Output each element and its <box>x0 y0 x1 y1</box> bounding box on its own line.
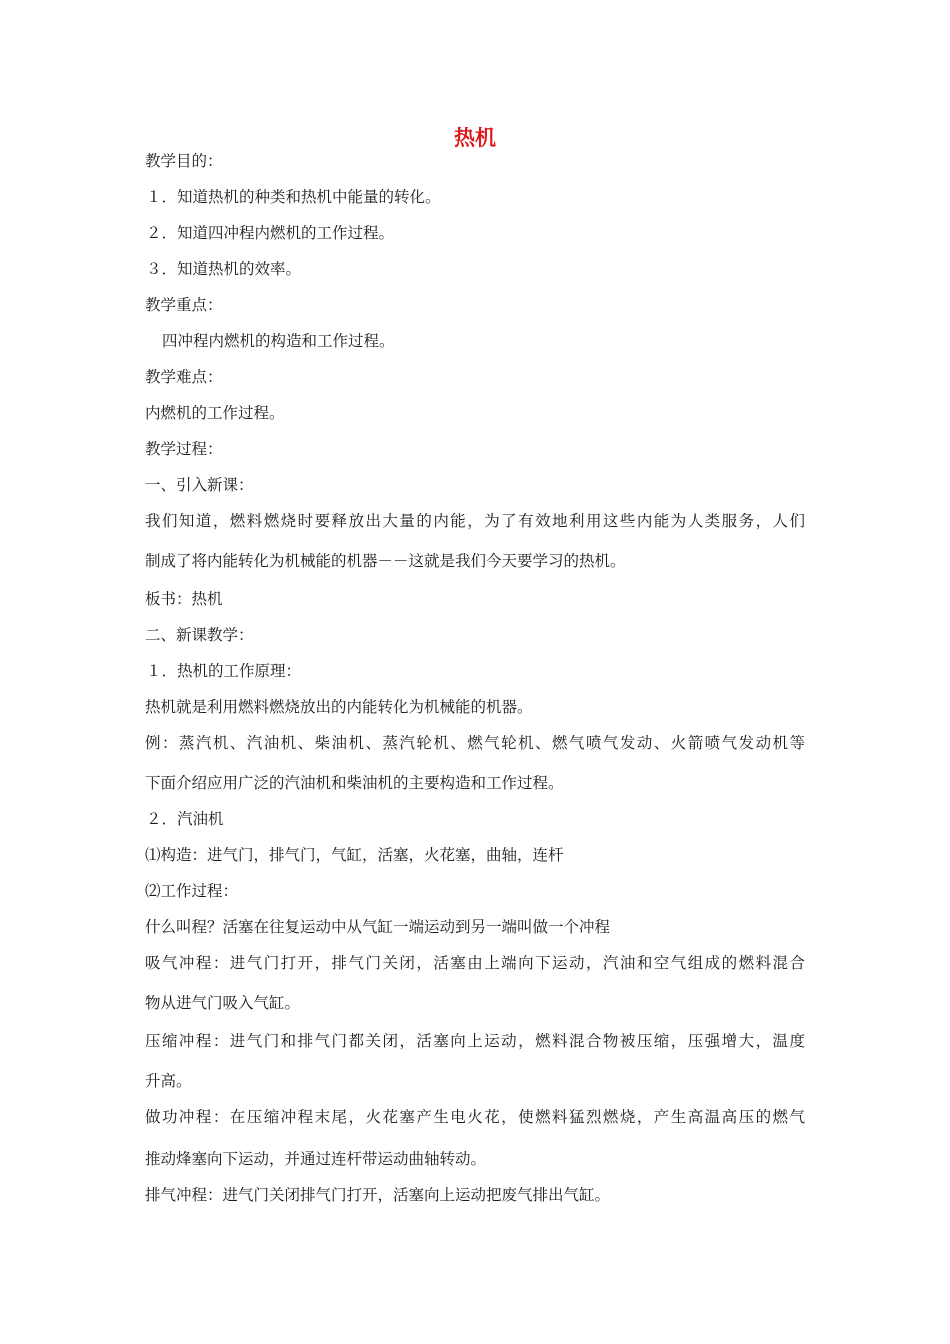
document-title: 热机 <box>454 126 496 150</box>
subsection-new-lesson: 二、新课教学： <box>145 626 254 644</box>
paragraph-line: 例：蒸汽机、汽油机、柴油机、蒸汽轮机、燃气轮机、燃气喷气发动、火箭喷气发动机等 <box>145 734 805 752</box>
objective-item-1: １．知道热机的种类和热机中能量的转化。 <box>146 188 441 206</box>
item-heading-principle: １．热机的工作原理： <box>146 662 302 680</box>
key-point-text: 四冲程内燃机的构造和工作过程。 <box>162 332 395 350</box>
section-heading-process: 教学过程： <box>145 440 223 458</box>
section-heading-difficulties: 教学难点： <box>145 368 223 386</box>
section-heading-key-points: 教学重点： <box>145 296 223 314</box>
subsection-introduction: 一、引入新课： <box>145 476 254 494</box>
paragraph-line: 升高。 <box>145 1072 192 1090</box>
paragraph-line: 我们知道，燃料燃烧时要释放出大量的内能，为了有效地利用这些内能为人类服务，人们 <box>145 512 805 530</box>
objective-item-3: ３．知道热机的效率。 <box>146 260 302 278</box>
paragraph-line: 排气冲程：进气门关闭排气门打开，活塞向上运动把废气排出气缸。 <box>145 1186 611 1204</box>
paragraph-line: 下面介绍应用广泛的汽油机和柴油机的主要构造和工作过程。 <box>145 774 564 792</box>
paragraph-line: 物从进气门吸入气缸。 <box>145 994 301 1012</box>
paragraph-line: 热机就是利用燃料燃烧放出的内能转化为机械能的机器。 <box>145 698 533 716</box>
objective-item-2: ２．知道四冲程内燃机的工作过程。 <box>146 224 395 242</box>
blackboard-note: 板书：热机 <box>145 590 223 608</box>
section-heading-objectives: 教学目的： <box>145 152 223 170</box>
difficulty-text: 内燃机的工作过程。 <box>145 404 285 422</box>
paragraph-line: 推动烽塞向下运动，并通过连杆带运动曲轴转动。 <box>145 1150 487 1168</box>
paragraph-line: 制成了将内能转化为机械能的机器－－这就是我们今天要学习的热机。 <box>145 552 626 570</box>
paragraph-line: 什么叫程？活塞在往复运动中从气缸一端运动到另一端叫做一个冲程 <box>145 918 611 936</box>
paragraph-line: 压缩冲程：进气门和排气门都关闭，活塞向上运动，燃料混合物被压缩，压强增大，温度 <box>145 1032 805 1050</box>
paragraph-line: 吸气冲程：进气门打开，排气门关闭，活塞由上端向下运动，汽油和空气组成的燃料混合 <box>145 954 805 972</box>
structure-list: ⑴构造：进气门，排气门，气缸，活塞，火花塞，曲轴，连杆 <box>145 846 564 864</box>
paragraph-line: 做功冲程：在压缩冲程末尾，火花塞产生电火花，使燃料猛烈燃烧，产生高温高压的燃气 <box>145 1108 805 1126</box>
work-process-heading: ⑵工作过程： <box>145 882 239 900</box>
item-heading-gasoline-engine: ２．汽油机 <box>146 810 224 828</box>
